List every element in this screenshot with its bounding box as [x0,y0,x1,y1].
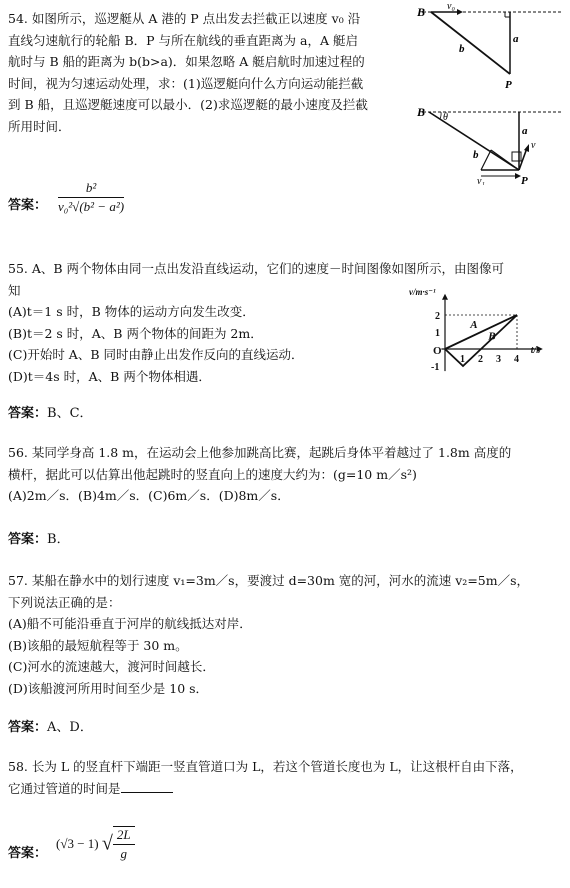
q57-option-c: (C)河水的流速越大，渡河时间越长． [8,659,215,674]
origin-label: O [433,345,442,357]
q58-answer-numerator: 2L [113,827,135,845]
q57-answer-label [8,716,93,735]
q55-option-c: (C)开始时 A、B 同时由静止出发作反向的直线运动． [8,347,304,362]
q57-line-2: 下列说法正确的是： [8,594,121,610]
q55-answer: B、C． [47,406,93,421]
x-tick-2: 2 [478,354,483,365]
q57-option-b: (B)该船的最短航程等于 30 m。 [8,637,188,653]
series-label-A: A [470,318,478,331]
question-57 [8,570,564,699]
sqrt-icon: √ [101,832,113,855]
q56-line-1: 56. 某同学身高 1.8 m，在运动会上他参加跳高比赛，起跳后身体平着越过了 1.8m 高度的 [8,445,512,460]
question-58 [8,756,564,799]
q54-line-1: 54. 如图所示，巡逻艇从 A 港的 P 点出发去拦截正以速度 v₀ 沿 [8,11,361,26]
fig2-label-a: a [522,125,528,137]
fig1-label-b: b [459,43,465,55]
y-tick-neg1: -1 [431,362,440,373]
x-tick-4: 4 [514,354,519,365]
question-56 [8,442,564,507]
question-54 [8,8,408,137]
q56-answer: B． [47,532,70,547]
x-tick-1: 1 [460,354,465,365]
fig1-label-B: B [417,5,426,19]
fig2-label-B: B [417,105,426,119]
fig2-label-b: b [473,149,479,161]
q58-answer-label: 答案： [8,846,48,861]
q55-answer-label-text: 答案： [8,406,48,421]
q55-option-d: (D)t＝4s 时，A、B 两个物体相遇． [8,368,211,384]
q55-line-1: 55. A、B 两个物体由同一点出发沿直线运动，它们的速度－时间图像如图所示，由图像可 [8,261,505,276]
q56-answer-label-text: 答案： [8,532,48,547]
q58-answer-formula [56,826,135,862]
q54-answer-label: 答案： [8,198,48,213]
q54-answer-denominator: v₀²√(b² − a²) [58,199,125,214]
q54-line-2: 直线匀速航行的轮船 B．P 与所在航线的垂直距离为 a，A 艇启 [8,32,358,48]
q54-answer-numerator: b² [58,180,124,198]
q54-figure-2 [415,100,565,185]
q58-answer-prefix: (√3 − 1) [56,836,99,851]
x-tick-3: 3 [496,354,501,365]
q54-line-6: 所用时间． [8,118,71,134]
fig1-label-a: a [513,33,519,45]
y-tick-2: 2 [435,311,440,322]
q55-answer-label [8,402,93,421]
q57-option-a: (A)船不可能沿垂直于河岸的航线抵达对岸． [8,616,252,631]
fig1-label-v0: v₀ [447,1,455,12]
q57-option-d: (D)该船渡河所用时间至少是 10 s． [8,680,209,696]
q54-answer-formula [58,180,124,215]
q58-answer-denominator: g [120,846,127,861]
q57-answer-label-text: 答案： [8,720,48,735]
q54-figure-1 [415,0,565,95]
q56-line-3: (A)2m／s．(B)4m／s．(C)6m／s．(D)8m／s． [8,488,290,503]
q58-line-2-text: 它通过管道的时间是 [8,780,121,796]
fig2-label-v1: v₁ [477,176,485,185]
q54-line-3: 航时与 B 船的距离为 b(b>a)．如果忽略 A 艇启航时加速过程的 [8,54,365,69]
fig2-label-theta: θ [443,112,448,123]
q55-option-a: (A)t＝1 s 时，B 物体的运动方向发生改变． [8,304,255,319]
series-label-B: B [488,330,496,343]
fig1-label-P: P [505,79,512,91]
q55-line-2: 知 [8,282,21,298]
q54-line-5: 到 B 船，且巡逻艇速度可以最小．(2)求巡逻艇的最小速度及拦截 [8,97,368,112]
y-axis-arrow [442,294,448,300]
q57-answer: A、D． [47,720,93,735]
q56-line-2: 横杆，据此可以估算出他起跳时的竖直向上的速度大约为：(g=10 m／s²) [8,466,417,482]
fig2-label-P: P [521,175,528,185]
series-line-A [445,315,517,349]
q58-answer-blank [121,780,173,793]
x-axis-label: t/s [530,345,541,356]
q58-line-1: 58. 长为 L 的竖直杆下端距一竖直管道口为 L，若这个管道长度也为 L，让这根杆自由下落， [8,759,523,774]
fig2-label-v: v [531,140,536,151]
q55-vt-chart [405,283,565,383]
y-axis-label: v/m·s⁻¹ [409,287,436,297]
q58-line-2 [8,778,564,800]
q57-line-1: 57. 某船在静水中的划行速度 v₁=3m／s，要渡过 d=30m 宽的河，河水的流速 v₂=5m／s， [8,573,530,588]
q55-option-b: (B)t＝2 s 时，A、B 两个物体的间距为 2m． [8,325,263,341]
q54-line-4: 时间，视为匀速运动处理，求：(1)巡逻艇向什么方向运动能拦截 [8,75,364,91]
y-tick-1: 1 [435,328,440,339]
q56-answer-label [8,528,70,547]
